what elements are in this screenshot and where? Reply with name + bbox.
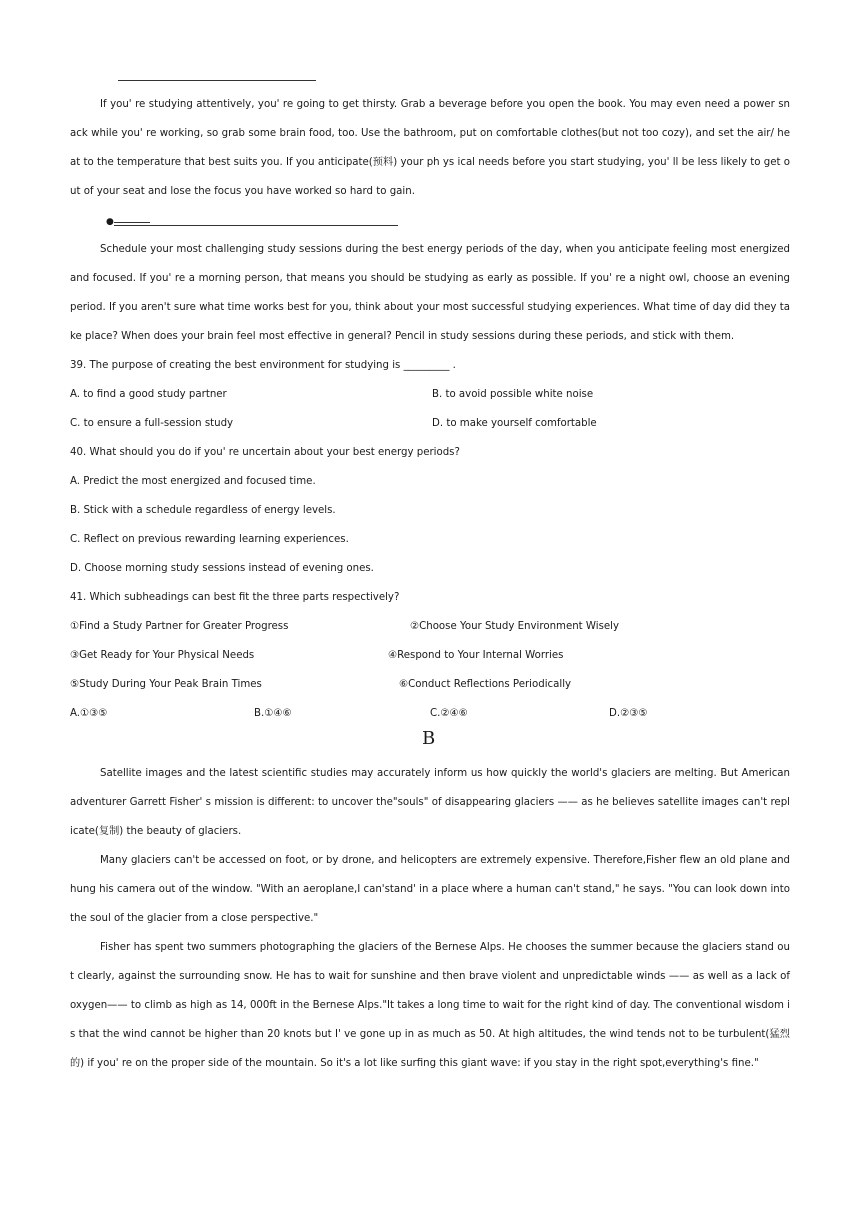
subheading-blank-line <box>106 218 398 228</box>
paragraph-bernese-alps: Fisher has spent two summers photographing the glaciers of the Bernese Alps. He chooses the summer because the glaciers stand out clearly, against the surrounding snow. He has to wait for sunshine and then brave violent and unpredictable winds —— as well as a lack of oxygen—— to climb as high as 14, 000ft in the Bernese Alps."It takes a long time to wait for the right kind of day. The conventional wisdom is that the wind cannot be higher than 20 knots but I' ve gone up in as much as 50. At high altitudes, the wind tends not to be turbulent(猛烈的) if you' re on the proper side of the mountain. So it's a lot like surfing this giant wave: if you stay in the right spot,everything's fine." <box>70 942 790 1069</box>
subheading-option-3: ③Get Ready for Your Physical Needs <box>70 650 255 661</box>
question-41-option-b: B.①④⑥ <box>254 708 292 719</box>
subheading-option-6: ⑥Conduct Reflections Periodically <box>399 679 572 690</box>
question-41-option-c: C.②④⑥ <box>430 708 468 719</box>
question-41-option-d: D.②③⑤ <box>609 708 648 719</box>
dash-mark <box>114 222 150 223</box>
subheading-blank-line <box>118 80 316 81</box>
question-39-option-a: A. to find a good study partner <box>70 389 227 400</box>
question-40-option-d: D. Choose morning study sessions instead of evening ones. <box>70 563 374 574</box>
paragraph-glaciers-intro: Satellite images and the latest scientific studies may accurately inform us how quickly the world's glaciers are melting. But American adventurer Garrett Fisher' s mission is different: to uncover the"souls" of disappearing glaciers —— as he believes satellite images can't replicate(复制) the beauty of glaciers. <box>70 768 790 837</box>
question-40-stem: 40. What should you do if you' re uncertain about your best energy periods? <box>70 447 460 458</box>
bullet-icon: ● <box>106 217 114 227</box>
question-40-option-a: A. Predict the most energized and focused time. <box>70 476 316 487</box>
subheading-option-4: ④Respond to Your Internal Worries <box>388 650 564 661</box>
paragraph-physical-needs: If you' re studying attentively, you' re going to get thirsty. Grab a beverage before you open the book. You may even need a power snack while you' re working, so grab some brain food, too. Use the bathroom, put on comfortable clothes(but not too cozy), and set the air/ heat to the temperature that best suits you. If you anticipate(预料) your ph ys ical needs before you start studying, you' ll be less likely to get out of your seat and lose the focus you have worked so hard to gain. <box>70 99 790 197</box>
question-40-option-b: B. Stick with a schedule regardless of energy levels. <box>70 505 336 516</box>
subheading-option-1: ①Find a Study Partner for Greater Progress <box>70 621 289 632</box>
paragraph-peak-times: Schedule your most challenging study sessions during the best energy periods of the day, when you anticipate feeling most energized and focused. If you' re a morning person, that means you should be studying as early as possible. If you' re a night owl, choose an evening period. If you aren't sure what time works best for you, think about your most successful studying experiences. What time of day did they take place? When does your brain feel most effective in general? Pencil in study sessions during these periods, and stick with them. <box>70 244 790 342</box>
question-39-option-c: C. to ensure a full-session study <box>70 418 234 429</box>
question-40-option-c: C. Reflect on previous rewarding learning experiences. <box>70 534 349 545</box>
question-41-option-a: A.①③⑤ <box>70 708 108 719</box>
blank-underline <box>114 225 398 226</box>
section-heading-b: B <box>422 728 436 749</box>
question-41-stem: 41. Which subheadings can best fit the three parts respectively? <box>70 592 400 603</box>
question-39-stem: 39. The purpose of creating the best environment for studying is _________ . <box>70 360 456 371</box>
subheading-option-5: ⑤Study During Your Peak Brain Times <box>70 679 262 690</box>
subheading-option-2: ②Choose Your Study Environment Wisely <box>410 621 620 632</box>
question-39-option-d: D. to make yourself comfortable <box>432 418 597 429</box>
question-39-option-b: B. to avoid possible white noise <box>432 389 594 400</box>
paragraph-plane-photography: Many glaciers can't be accessed on foot, or by drone, and helicopters are extremely expensive. Therefore,Fisher flew an old plane and hung his camera out of the window. "With an aeroplane,I can'stand' in a place where a human can't stand," he says. "You can look down into the soul of the glacier from a close perspective." <box>70 855 790 924</box>
